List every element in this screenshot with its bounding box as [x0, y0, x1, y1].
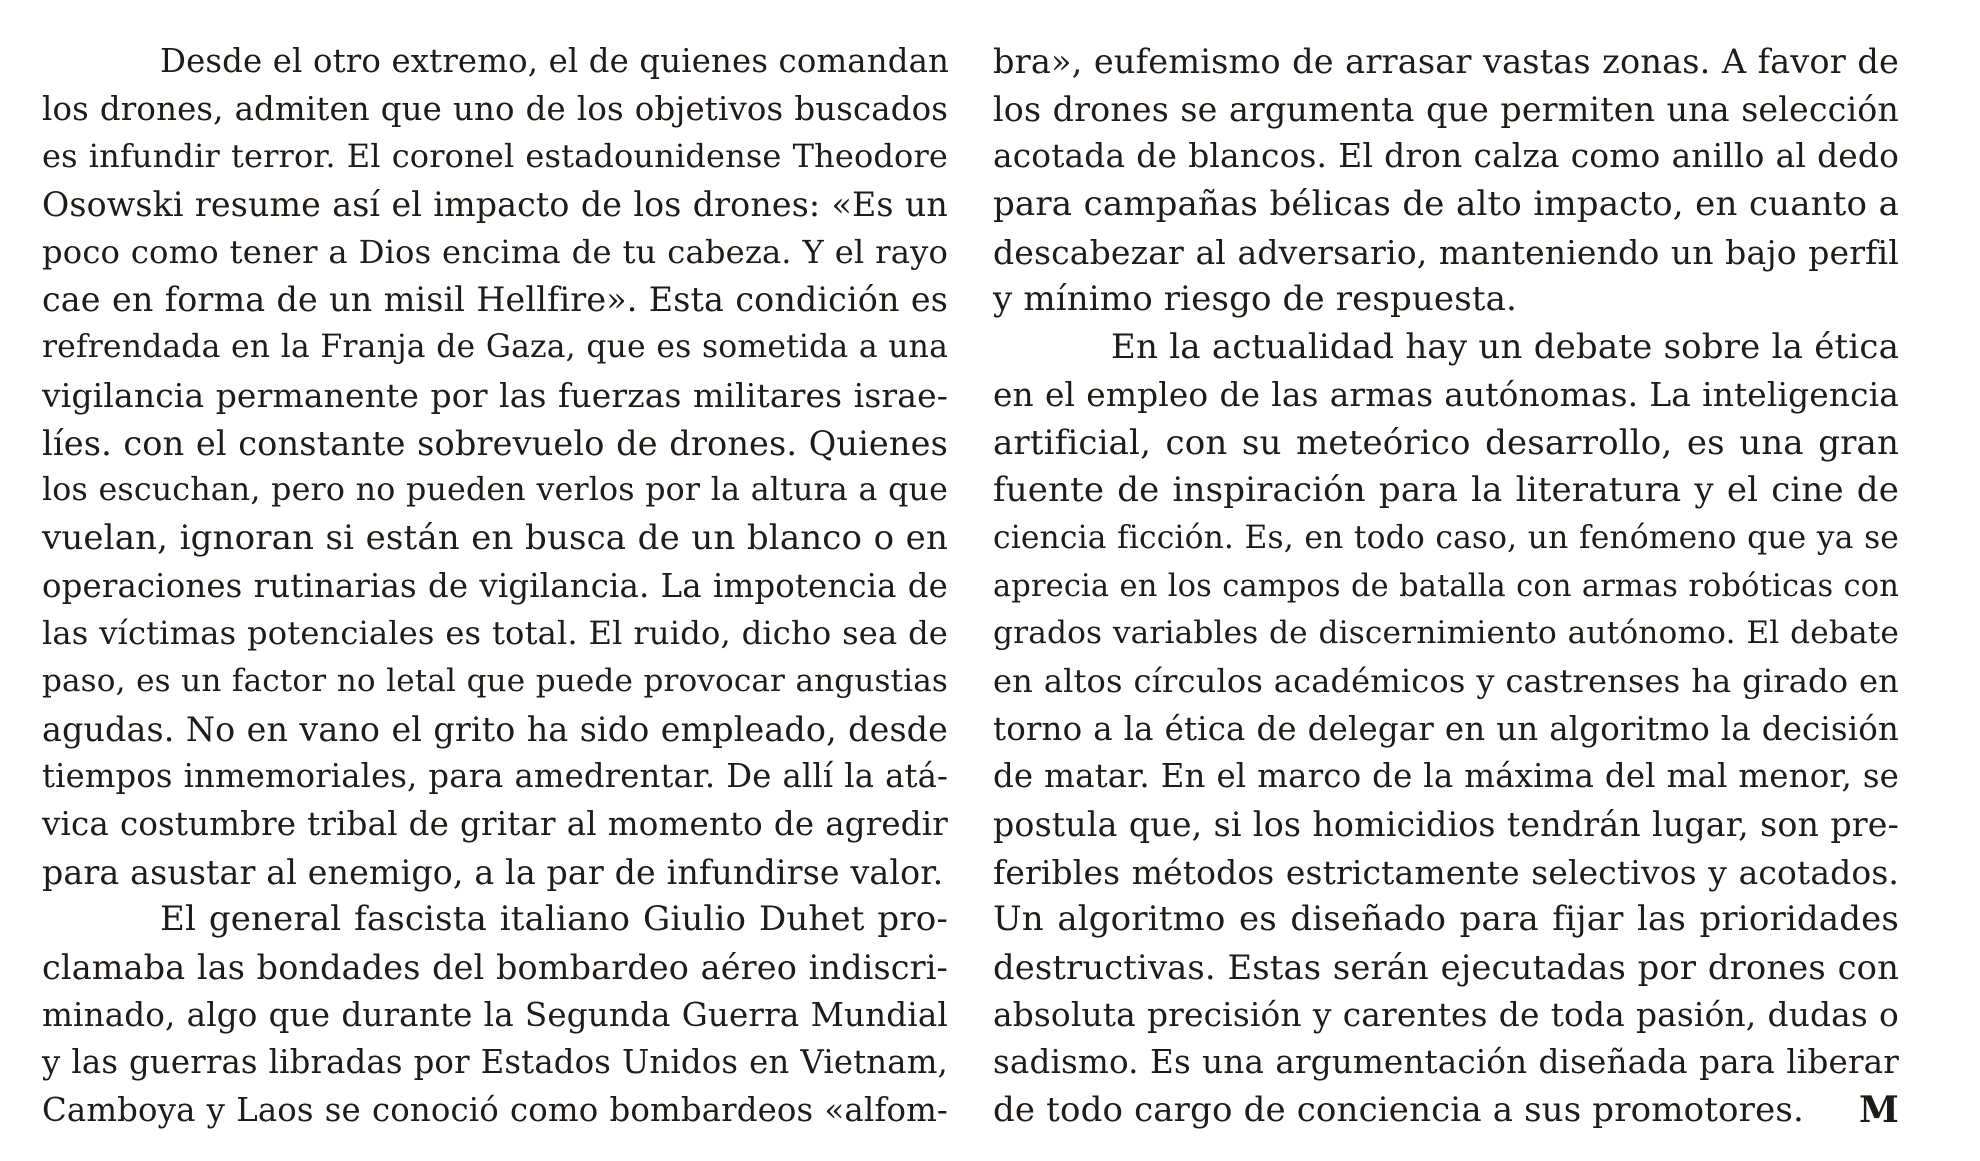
text-line: Desde el otro extremo, el de quienes comandan — [160, 42, 950, 80]
text-line: cae en forma de un misil Hellfire». Esta condición es — [42, 280, 948, 320]
text-line: descabezar al adversario, manteniendo un bajo perfil — [993, 232, 1899, 272]
text-line: vigilancia permanente por las fuerzas militares israe- — [42, 375, 948, 415]
text-line: operaciones rutinarias de vigilancia. La impotencia de — [42, 566, 948, 605]
text-line: los drones se argumenta que permiten una selección — [993, 89, 1899, 129]
text-line: torno a la ética de delegar en un algoritmo la decisión — [993, 709, 1899, 748]
paragraph — [42, 38, 948, 896]
text-line: refrendada en la Franja de Gaza, que es sometida a una — [42, 329, 948, 366]
text-line: El general fascista italiano Giulio Duhet pro- — [160, 899, 948, 940]
text-line: en el empleo de las armas autónomas. La inteligencia — [993, 375, 1899, 414]
text-line: ciencia ficción. Es, en todo caso, un fenómeno que ya se — [993, 519, 1899, 556]
text-line: y las guerras libradas por Estados Unidos en Vietnam, — [42, 1043, 948, 1082]
paragraph — [42, 896, 948, 1134]
text-line: líes. con el constante sobrevuelo de drones. Quienes — [42, 423, 948, 463]
text-line: de todo cargo de conciencia a sus promotores. — [993, 1090, 1804, 1131]
text-line: postula que, si los homicidios tendrán lugar, son pre- — [993, 805, 1899, 844]
text-line: bra», eufemismo de arrasar vastas zonas. A favor de — [993, 42, 1899, 81]
text-line: En la actualidad hay un debate sobre la ética — [1111, 327, 1899, 368]
paragraph — [993, 324, 1899, 1135]
text-line: paso, es un factor no letal que puede provocar angustias — [42, 662, 948, 699]
final-line-row — [993, 1087, 1899, 1135]
text-line: fuente de inspiración para la literatura y el cine de — [993, 470, 1899, 511]
text-line: sadismo. Es una argumentación diseñada para liberar — [993, 1043, 1899, 1082]
text-line: en altos círculos académicos y castrenses ha girado en — [993, 661, 1899, 700]
text-line: Osowski resume así el impacto de los drones: «Es un — [42, 185, 948, 225]
text-line: es infundir terror. El coronel estadounidense Theodore — [42, 137, 948, 176]
text-line: agudas. No en vano el grito ha sido empleado, desde — [42, 709, 948, 749]
text-line: grados variables de discernimiento autónomo. El debate — [993, 615, 1899, 652]
text-line: feribles métodos estrictamente selectivos y acotados. — [993, 852, 1899, 892]
text-line: destructivas. Estas serán ejecutadas por drones con — [993, 948, 1899, 988]
text-line: artificial, con su meteórico desarrollo, es una gran — [993, 422, 1899, 463]
text-line: para asustar al enemigo, a la par de infundirse valor. — [42, 852, 944, 892]
text-line: clamaba las bondades del bombardeo aéreo indiscri- — [42, 948, 948, 988]
text-line: minado, algo que durante la Segunda Guerra Mundial — [42, 995, 948, 1034]
text-line: de matar. En el marco de la máxima del mal menor, se — [993, 757, 1899, 796]
text-line: para campañas bélicas de alto impacto, en cuanto a — [993, 184, 1899, 225]
text-line: Camboya y Laos se conoció como bombardeos «alfom- — [42, 1091, 948, 1130]
right-column — [993, 38, 1899, 1135]
text-line: vuelan, ignoran si están en busca de un blanco o en — [42, 517, 948, 558]
left-column — [42, 38, 948, 1135]
text-line: aprecia en los campos de batalla con armas robóticas con — [993, 568, 1899, 604]
text-line: y mínimo riesgo de respuesta. — [993, 279, 1517, 320]
text-line: las víctimas potenciales es total. El ruido, dicho sea de — [42, 614, 948, 653]
text-line: tiempos inmemoriales, para amedrentar. De allí la atá- — [42, 757, 948, 796]
text-line: poco como tener a Dios encima de tu cabeza. Y el rayo — [42, 232, 948, 271]
text-line: vica costumbre tribal de gritar al momento de agredir — [42, 805, 948, 843]
text-line: absoluta precisión y carentes de toda pasión, dudas o — [993, 995, 1899, 1034]
text-line: los escuchan, pero no pueden verlos por la altura a que — [42, 472, 948, 509]
text-line: los drones, admiten que uno de los objetivos buscados — [42, 89, 948, 128]
paragraph — [993, 38, 1899, 324]
end-of-article-mark: M — [1859, 1089, 1899, 1132]
text-line: acotada de blancos. El dron calza como anillo al dedo — [993, 137, 1899, 176]
text-line: Un algoritmo es diseñado para fijar las prioridades — [993, 899, 1899, 940]
